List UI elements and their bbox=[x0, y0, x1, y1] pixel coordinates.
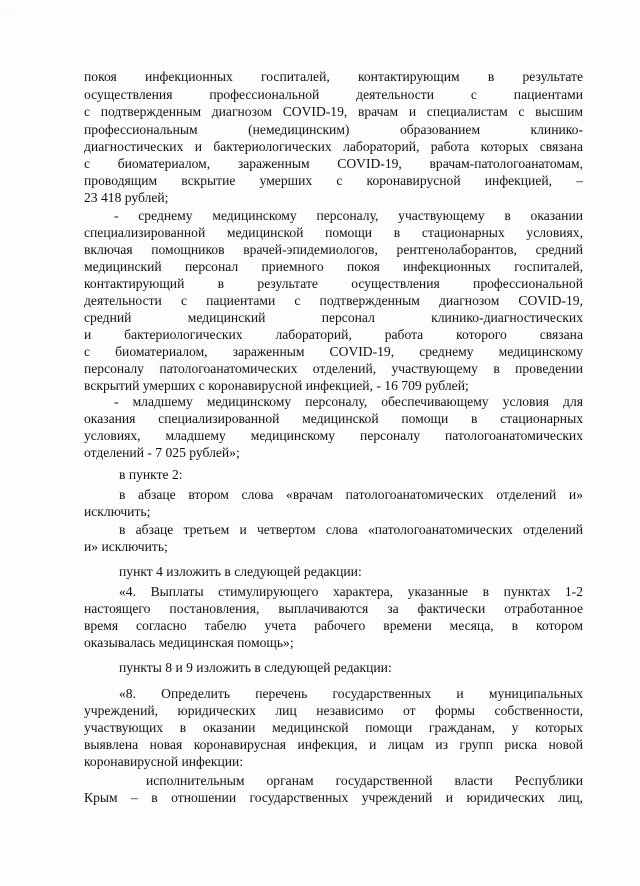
text-line: диагностических и бактериологических лабораторий, работа которых связана bbox=[84, 139, 583, 154]
text-line: средний медицинский персонал клинико-диагностических bbox=[84, 310, 583, 325]
text-line: покоя инфекционных госпиталей, контактирующим в результате bbox=[84, 69, 583, 84]
text-line: проводящим вскрытие умерших с коронавирусной инфекцией, – bbox=[84, 173, 583, 188]
text-line: включая помощников врачей-эпидемиологов, рентгенолаборантов, средний bbox=[84, 242, 583, 257]
text-line: «4. Выплаты стимулирующего характера, указанные в пунктах 1-2 bbox=[119, 584, 583, 599]
text-line: время согласно табелю учета рабочего времени месяца, в котором bbox=[84, 618, 583, 633]
text-line: медицинский персонал приемного покоя инфекционных госпиталей, bbox=[84, 259, 583, 274]
text-line: пункт 4 изложить в следующей редакции: bbox=[119, 564, 362, 579]
text-line: специализированной медицинской помощи в стационарных условиях, bbox=[84, 225, 583, 240]
text-line: исключить; bbox=[84, 504, 151, 519]
text-line: Крым – в отношении государственных учреждений и юридических лиц, bbox=[84, 790, 583, 805]
text-line: условиях, младшему медицинскому персоналу патологоанатомических bbox=[84, 428, 583, 443]
text-line: настоящего постановления, выплачиваются за фактически отработанное bbox=[84, 601, 583, 616]
text-line: с биоматериалом, зараженным COVID-19, врачам-патологоанатомам, bbox=[84, 156, 583, 171]
text-line: контактирующий в результате осуществления профессиональной bbox=[84, 276, 583, 291]
text-line: профессиональным (немедицинским) образованием клинико- bbox=[84, 122, 583, 137]
text-line: и бактериологических лабораторий, работа которого связана bbox=[84, 327, 583, 342]
text-line: 23 418 рублей; bbox=[84, 190, 169, 205]
text-line: «8. Определить перечень государственных и муниципальных bbox=[119, 686, 583, 701]
text-line: пункты 8 и 9 изложить в следующей редакции: bbox=[119, 660, 392, 675]
text-line: оказания специализированной медицинской помощи в стационарных bbox=[84, 411, 583, 426]
text-line: осуществления профессиональной деятельности с пациентами bbox=[84, 87, 583, 102]
text-line: с биоматериалом, зараженным COVID-19, среднему медицинскому bbox=[84, 344, 583, 359]
text-line: с подтвержденным диагнозом COVID-19, врачам и специалистам с высшим bbox=[84, 104, 583, 119]
text-line: учреждений, юридических лиц независимо от формы собственности, bbox=[84, 703, 583, 718]
text-line: выявлена новая коронавирусная инфекция, и лицам из групп риска новой bbox=[84, 737, 583, 752]
text-line: деятельности с пациентами с подтвержденным диагнозом COVID-19, bbox=[84, 293, 583, 308]
text-line: - младшему медицинскому персоналу, обеспечивающему условия для bbox=[114, 394, 583, 409]
text-line: и» исключить; bbox=[84, 539, 168, 554]
text-line: участвующих в оказании медицинской помощи гражданам, у которых bbox=[84, 720, 583, 735]
text-line: отделений - 7 025 рублей»; bbox=[84, 445, 240, 460]
text-line: в абзаце третьем и четвертом слова «патологоанатомических отделений bbox=[119, 522, 583, 537]
text-line: в пункте 2: bbox=[119, 467, 183, 482]
text-line: оказывалась медицинская помощь»; bbox=[84, 635, 294, 650]
scan-artifact: ˙ ˙ ˙ bbox=[3, 10, 14, 18]
text-line: в абзаце втором слова «врачам патологоанатомических отделений и» bbox=[119, 487, 583, 502]
text-line: коронавирусной инфекции: bbox=[84, 754, 244, 769]
text-line: - среднему медицинскому персоналу, участвующему в оказании bbox=[114, 208, 583, 223]
text-line: исполнительным органам государственной власти Республики bbox=[146, 773, 583, 788]
text-line: персоналу патологоанатомических отделений, участвующему в проведении bbox=[84, 361, 583, 376]
text-line: вскрытий умерших с коронавирусной инфекцией, - 16 709 рублей; bbox=[84, 378, 469, 393]
